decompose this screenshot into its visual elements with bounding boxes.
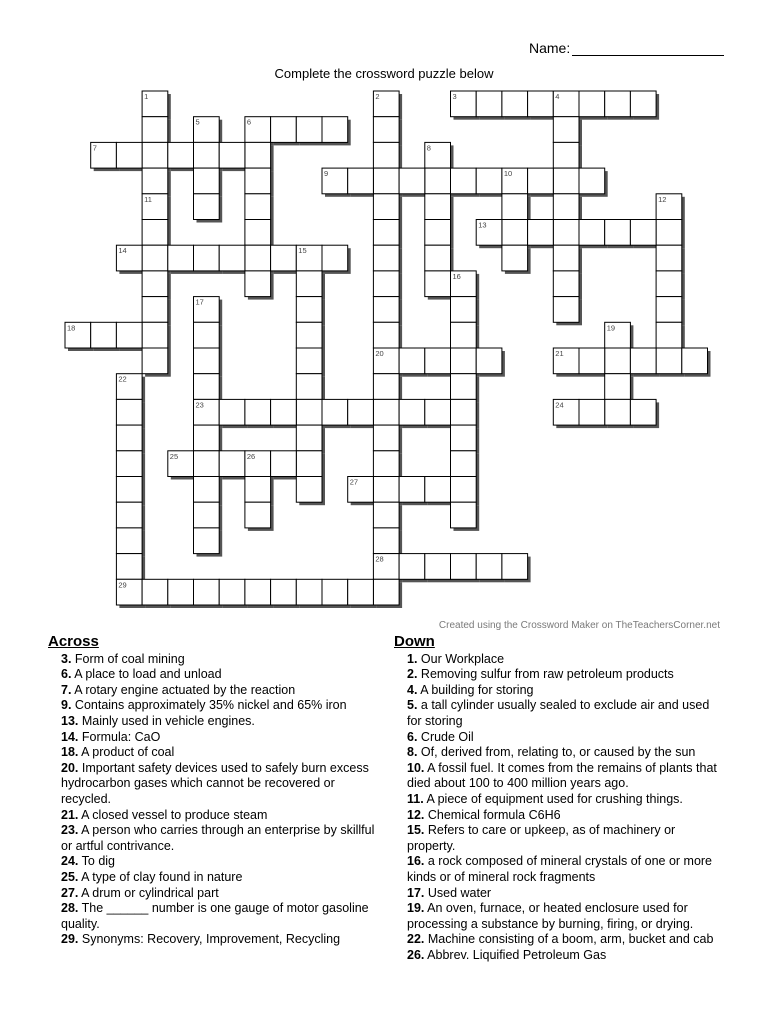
cell-number: 3 (452, 92, 457, 101)
clue-text: Machine consisting of a boom, arm, bucket and cab (424, 932, 714, 947)
across-clue (48, 683, 378, 699)
crossword-cell[interactable] (373, 451, 399, 477)
crossword-cell[interactable] (194, 502, 220, 528)
clue-number: 19. (407, 901, 425, 916)
clue-number: 4. (407, 682, 418, 697)
crossword-cell[interactable] (451, 374, 477, 400)
clue-number: 2. (407, 667, 418, 682)
crossword-cell[interactable] (553, 117, 579, 143)
crossword-cell[interactable] (502, 245, 528, 271)
crossword-cell[interactable] (142, 322, 168, 348)
crossword-cell[interactable] (656, 245, 682, 271)
crossword-cell[interactable] (245, 245, 271, 271)
clue-number: 6. (61, 667, 72, 682)
crossword-cell[interactable] (116, 477, 142, 503)
across-clue (48, 714, 378, 730)
crossword-cell[interactable] (168, 245, 194, 271)
crossword-cell[interactable] (245, 502, 271, 528)
crossword-cell[interactable] (373, 528, 399, 554)
crossword-cell[interactable] (168, 142, 194, 168)
crossword-cell[interactable] (605, 374, 631, 400)
cell-number: 4 (555, 92, 560, 101)
credit-text: Created using the Crossword Maker on TheTeachersCorner.net (438, 620, 720, 631)
clue-number: 7. (61, 682, 72, 697)
name-label: Name: (529, 40, 571, 56)
cell-number: 14 (118, 246, 127, 256)
clue-number: 20. (61, 760, 79, 775)
crossword-cell[interactable] (373, 194, 399, 220)
across-clue (48, 823, 378, 854)
clue-text: The ______ number is one gauge of motor gasoline quality. (61, 901, 369, 931)
clue-text: A place to load and unload (71, 667, 222, 682)
clue-text: Used water (424, 885, 492, 900)
crossword-cell[interactable] (451, 348, 477, 374)
crossword-cell[interactable] (656, 271, 682, 297)
crossword-cell[interactable] (425, 399, 451, 425)
clue-number: 8. (407, 745, 418, 760)
clue-text: Refers to care or upkeep, as of machinery or property. (407, 823, 676, 853)
clue-text: A drum or cylindrical part (78, 885, 219, 900)
cell-number: 16 (452, 271, 461, 281)
crossword-cell[interactable] (451, 477, 477, 503)
crossword-cell[interactable] (553, 245, 579, 271)
crossword-cell[interactable] (245, 168, 271, 194)
cell-number: 19 (606, 323, 616, 333)
across-clue (48, 886, 378, 902)
crossword-cell[interactable] (194, 425, 220, 451)
crossword-cell[interactable] (579, 399, 605, 425)
crossword-cell[interactable] (116, 554, 142, 580)
crossword-cell[interactable] (245, 194, 271, 220)
crossword-cell[interactable] (656, 348, 682, 374)
crossword-cell[interactable] (425, 271, 451, 297)
crossword-cell[interactable] (476, 91, 502, 117)
crossword-cell[interactable] (116, 399, 142, 425)
down-clues (394, 634, 724, 963)
across-clue (48, 901, 378, 932)
crossword-cell[interactable] (605, 91, 631, 117)
crossword-cell[interactable] (142, 245, 168, 271)
crossword-cell[interactable] (553, 142, 579, 168)
cell-number: 26 (246, 451, 256, 461)
clue-text: To dig (78, 854, 115, 869)
crossword-cell[interactable] (528, 168, 554, 194)
clue-text: Form of coal mining (71, 651, 185, 666)
down-clue (394, 683, 724, 699)
crossword-cell[interactable] (502, 554, 528, 580)
across-clue (48, 761, 378, 808)
across-clue (48, 854, 378, 870)
crossword-cell[interactable] (373, 271, 399, 297)
crossword-cell[interactable] (194, 451, 220, 477)
crossword-cell[interactable] (528, 220, 554, 246)
clue-text: Removing sulfur from raw petroleum products (417, 667, 674, 682)
crossword-cell[interactable] (116, 322, 142, 348)
crossword-cell[interactable] (451, 168, 477, 194)
clue-number: 6. (407, 729, 418, 744)
crossword-cell[interactable] (373, 297, 399, 323)
clue-number: 12. (407, 807, 425, 822)
crossword-cell[interactable] (399, 477, 425, 503)
crossword-cell[interactable] (553, 194, 579, 220)
clue-text: Abbrev. Liquified Petroleum Gas (424, 947, 607, 962)
crossword-cell[interactable] (553, 220, 579, 246)
crossword-cell[interactable] (579, 91, 605, 117)
crossword-cell[interactable] (194, 322, 220, 348)
crossword-cell[interactable] (142, 168, 168, 194)
down-clue (394, 808, 724, 824)
down-clue (394, 761, 724, 792)
crossword-cell[interactable] (219, 245, 245, 271)
clue-text: A type of clay found in nature (78, 869, 243, 884)
clue-number: 25. (61, 869, 79, 884)
down-clue (394, 745, 724, 761)
crossword-cell[interactable] (116, 425, 142, 451)
crossword-cell[interactable] (425, 194, 451, 220)
down-clue (394, 823, 724, 854)
clue-number: 16. (407, 854, 425, 869)
crossword-cell[interactable] (476, 168, 502, 194)
crossword-cell[interactable] (425, 348, 451, 374)
down-clue (394, 886, 724, 902)
across-clue (48, 667, 378, 683)
clue-number: 11. (407, 791, 424, 806)
crossword-cell[interactable] (142, 297, 168, 323)
clue-text: Important safety devices used to safely burn excess hydrocarbon gases which cannot be recovered or recycled. (61, 760, 369, 806)
cell-number: 28 (375, 554, 384, 564)
crossword-cell[interactable] (271, 245, 297, 271)
crossword-cell[interactable] (553, 271, 579, 297)
crossword-cell[interactable] (322, 399, 348, 425)
clue-text: Our Workplace (417, 651, 505, 666)
crossword-cell[interactable] (348, 579, 374, 605)
crossword-cell[interactable] (142, 271, 168, 297)
across-clues (48, 634, 378, 948)
cell-number: 27 (349, 477, 359, 487)
cell-number: 8 (426, 143, 431, 153)
crossword-cell[interactable] (116, 528, 142, 554)
crossword-cell[interactable] (194, 194, 220, 220)
crossword-cell[interactable] (399, 399, 425, 425)
clue-text: A building for storing (417, 682, 534, 697)
crossword-cell[interactable] (373, 374, 399, 400)
cell-number: 23 (195, 400, 204, 410)
clue-number: 21. (61, 807, 79, 822)
down-clue (394, 667, 724, 683)
crossword-cell[interactable] (194, 579, 220, 605)
crossword-cell[interactable] (348, 168, 374, 194)
clue-text: A piece of equipment used for crushing things. (423, 791, 683, 806)
crossword-cell[interactable] (296, 271, 322, 297)
crossword-cell[interactable] (373, 322, 399, 348)
crossword-cell[interactable] (630, 220, 656, 246)
crossword-cell[interactable] (451, 322, 477, 348)
crossword-cell[interactable] (656, 220, 682, 246)
crossword-cell[interactable] (219, 142, 245, 168)
crossword-cell[interactable] (373, 117, 399, 143)
crossword-cell[interactable] (425, 220, 451, 246)
crossword-cell[interactable] (528, 91, 554, 117)
clue-text: a tall cylinder usually sealed to exclude air and used for storing (407, 698, 710, 728)
crossword-cell[interactable] (373, 502, 399, 528)
crossword-cell[interactable] (296, 322, 322, 348)
cell-number: 9 (324, 169, 329, 179)
crossword-cell[interactable] (373, 245, 399, 271)
clue-text: Formula: CaO (78, 729, 161, 744)
crossword-cell[interactable] (553, 168, 579, 194)
crossword-cell[interactable] (296, 477, 322, 503)
crossword-cell[interactable] (194, 168, 220, 194)
crossword-cell[interactable] (682, 348, 708, 374)
crossword-cell[interactable] (656, 322, 682, 348)
crossword-cell[interactable] (373, 477, 399, 503)
cell-number: 2 (375, 92, 380, 101)
cell-number: 24 (555, 400, 564, 410)
crossword-cell[interactable] (451, 451, 477, 477)
across-clue (48, 745, 378, 761)
crossword-cell[interactable] (296, 425, 322, 451)
crossword-cell[interactable] (142, 579, 168, 605)
down-clue (394, 854, 724, 885)
crossword-cell[interactable] (425, 477, 451, 503)
crossword-cell[interactable] (271, 451, 297, 477)
clue-text: a rock composed of mineral crystals of one or more kinds or of mineral rock fragments (407, 854, 713, 884)
clue-text: A product of coal (78, 745, 175, 760)
cell-number: 6 (246, 117, 252, 127)
cell-number: 7 (92, 143, 97, 153)
cell-number: 22 (118, 374, 127, 384)
crossword-cell[interactable] (425, 245, 451, 271)
cell-number: 12 (658, 194, 667, 204)
crossword-cell[interactable] (116, 451, 142, 477)
crossword-cell[interactable] (194, 348, 220, 374)
down-heading: Down (394, 633, 435, 650)
crossword-cell[interactable] (373, 220, 399, 246)
clue-text: Mainly used in vehicle engines. (78, 713, 255, 728)
clue-number: 5. (407, 698, 418, 713)
clue-number: 26. (407, 947, 425, 962)
crossword-cell[interactable] (373, 142, 399, 168)
crossword-cell[interactable] (116, 502, 142, 528)
down-clue (394, 932, 724, 948)
crossword-cell[interactable] (296, 579, 322, 605)
down-clue (394, 652, 724, 668)
crossword-cell[interactable] (656, 297, 682, 323)
cell-number: 5 (195, 117, 200, 127)
crossword-cell[interactable] (605, 399, 631, 425)
clue-number: 10. (407, 760, 425, 775)
crossword-cell[interactable] (271, 579, 297, 605)
crossword-cell[interactable] (348, 399, 374, 425)
crossword-cell[interactable] (579, 220, 605, 246)
cell-number: 29 (118, 580, 127, 590)
crossword-cell[interactable] (271, 117, 297, 143)
clue-text: Synonyms: Recovery, Improvement, Recycling (78, 932, 341, 947)
crossword-cell[interactable] (425, 168, 451, 194)
crossword-cell[interactable] (630, 91, 656, 117)
crossword-cell[interactable] (116, 142, 142, 168)
crossword-cell[interactable] (373, 399, 399, 425)
crossword-cell[interactable] (194, 374, 220, 400)
crossword-cell[interactable] (373, 168, 399, 194)
crossword-cell[interactable] (322, 245, 348, 271)
clue-text: A closed vessel to produce steam (78, 807, 268, 822)
crossword-cell[interactable] (399, 554, 425, 580)
crossword-cell[interactable] (451, 425, 477, 451)
crossword-cell[interactable] (296, 297, 322, 323)
cell-number: 18 (67, 323, 76, 333)
crossword-cell[interactable] (451, 502, 477, 528)
crossword-cell[interactable] (245, 220, 271, 246)
crossword-cell[interactable] (245, 477, 271, 503)
cell-number: 25 (169, 451, 179, 461)
across-clue (48, 932, 378, 948)
crossword-cell[interactable] (373, 579, 399, 605)
crossword-cell[interactable] (399, 348, 425, 374)
cell-number: 21 (555, 349, 564, 358)
crossword-cell[interactable] (399, 168, 425, 194)
crossword-cell[interactable] (451, 297, 477, 323)
across-clue (48, 730, 378, 746)
crossword-cell[interactable] (245, 142, 271, 168)
crossword-cell[interactable] (605, 220, 631, 246)
crossword-cell[interactable] (219, 579, 245, 605)
crossword-cell[interactable] (296, 374, 322, 400)
clue-text: A rotary engine actuated by the reaction (71, 682, 296, 697)
crossword-cell[interactable] (219, 399, 245, 425)
crossword-cell[interactable] (142, 117, 168, 143)
clue-text: An oven, furnace, or heated enclosure used for processing a substance by burning, firing, or drying. (407, 901, 694, 931)
down-clue-list (394, 652, 724, 964)
cell-number: 13 (478, 220, 487, 230)
crossword-cell[interactable] (322, 579, 348, 605)
instruction-text: Complete the crossword puzzle below (274, 66, 494, 81)
crossword-cell[interactable] (605, 348, 631, 374)
down-clue (394, 948, 724, 964)
crossword-cell[interactable] (245, 399, 271, 425)
down-clue (394, 792, 724, 808)
down-clue (394, 901, 724, 932)
crossword-cell[interactable] (553, 297, 579, 323)
clue-number: 22. (407, 932, 425, 947)
crossword-cell[interactable] (296, 117, 322, 143)
clue-number: 1. (407, 651, 418, 666)
crossword-cell[interactable] (425, 554, 451, 580)
clue-number: 15. (407, 823, 425, 838)
down-clue (394, 698, 724, 729)
crossword-cell[interactable] (296, 451, 322, 477)
crossword-cell[interactable] (373, 425, 399, 451)
crossword-cell[interactable] (579, 168, 605, 194)
crossword-cell[interactable] (194, 245, 220, 271)
cell-number: 10 (503, 169, 513, 179)
across-clue (48, 652, 378, 668)
clue-text: A person who carries through an enterprise by skillful or artful contrivance. (61, 823, 375, 853)
crossword-cell[interactable] (502, 220, 528, 246)
cell-number: 11 (144, 194, 152, 204)
clue-text: Contains approximately 35% nickel and 65% iron (71, 698, 347, 713)
clue-text: Of, derived from, relating to, or caused by the sun (417, 745, 696, 760)
crossword-cell[interactable] (271, 399, 297, 425)
clue-number: 28. (61, 901, 79, 916)
clue-number: 27. (61, 885, 79, 900)
clue-number: 24. (61, 854, 79, 869)
crossword-cell[interactable] (194, 142, 220, 168)
across-clue (48, 808, 378, 824)
down-clue (394, 730, 724, 746)
crossword-cell[interactable] (194, 528, 220, 554)
crossword-cell[interactable] (502, 91, 528, 117)
crossword-cell[interactable] (630, 348, 656, 374)
cell-number: 17 (195, 297, 204, 307)
cell-number: 20 (375, 349, 384, 358)
across-heading: Across (48, 633, 99, 650)
clue-number: 13. (61, 713, 79, 728)
clue-text: Chemical formula C6H6 (424, 807, 561, 822)
clue-number: 9. (61, 698, 72, 713)
crossword-cell[interactable] (322, 117, 348, 143)
crossword-cell[interactable] (630, 399, 656, 425)
crossword-cell[interactable] (502, 194, 528, 220)
crossword-cell[interactable] (245, 579, 271, 605)
across-clue (48, 870, 378, 886)
clue-number: 3. (61, 651, 72, 666)
crossword-cell[interactable] (168, 579, 194, 605)
clue-number: 23. (61, 823, 79, 838)
clue-number: 29. (61, 932, 79, 947)
crossword-cell[interactable] (219, 451, 245, 477)
clue-number: 14. (61, 729, 79, 744)
crossword-cell[interactable] (579, 348, 605, 374)
cell-number: 15 (298, 246, 307, 256)
crossword-cell[interactable] (476, 554, 502, 580)
cell-number: 1 (144, 92, 149, 101)
clue-text: A fossil fuel. It comes from the remains of plants that died about 100 to 400 million years ago. (407, 760, 717, 791)
crossword-cell[interactable] (91, 322, 117, 348)
crossword-cell[interactable] (451, 554, 477, 580)
across-clue-list (48, 652, 378, 948)
crossword-cell[interactable] (451, 399, 477, 425)
crossword-cell[interactable] (194, 477, 220, 503)
across-clue (48, 698, 378, 714)
crossword-cell[interactable] (142, 142, 168, 168)
grid-cells (65, 91, 708, 605)
clue-number: 17. (407, 885, 425, 900)
crossword-cell[interactable] (296, 348, 322, 374)
clue-text: Crude Oil (417, 729, 474, 744)
crossword-cell[interactable] (476, 348, 502, 374)
crossword-cell[interactable] (296, 399, 322, 425)
crossword-cell[interactable] (142, 348, 168, 374)
clue-number: 18. (61, 745, 79, 760)
crossword-cell[interactable] (142, 220, 168, 246)
crossword-cell[interactable] (245, 271, 271, 297)
